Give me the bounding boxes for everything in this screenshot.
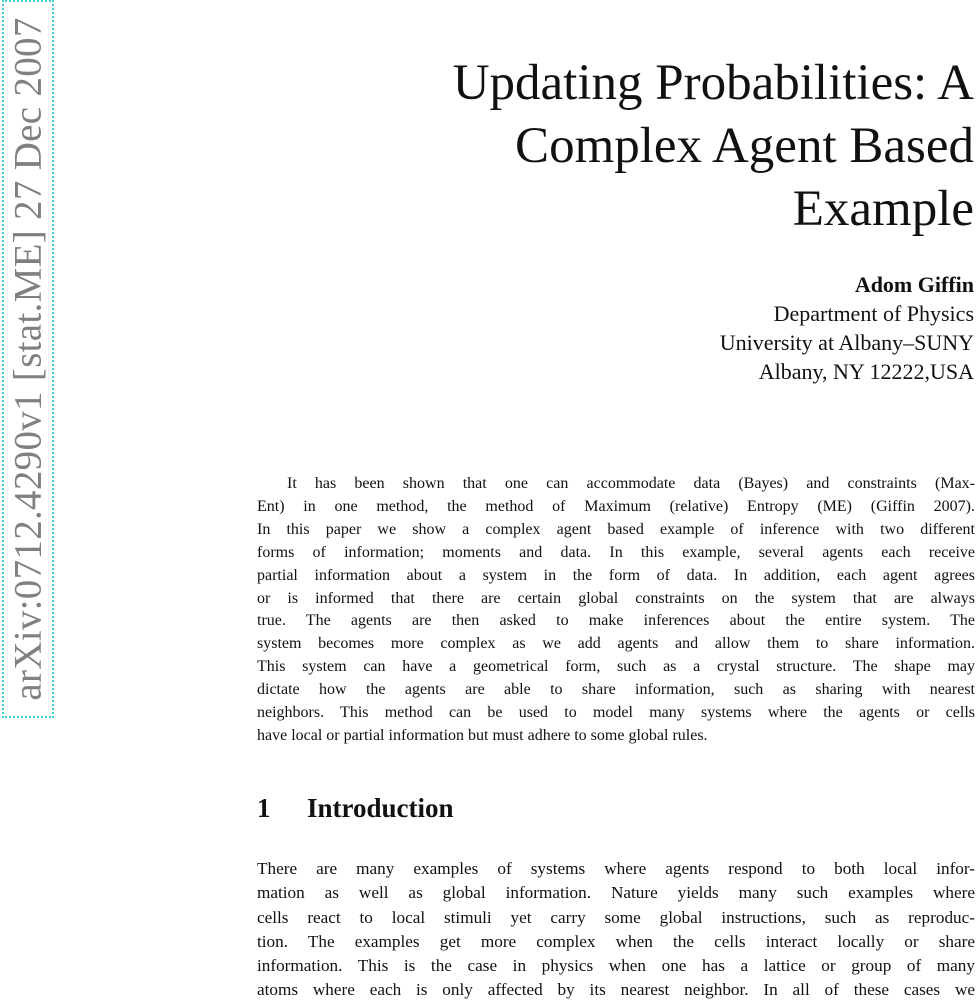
section-title: Introduction: [307, 793, 454, 823]
introduction-body: [257, 857, 975, 1003]
body-line: information. This is the case in physics when one has a lattice or group of many: [257, 956, 975, 976]
author-name: Adom Giffin: [854, 272, 974, 297]
affiliation-line: University at Albany–SUNY: [719, 330, 974, 355]
abstract-line: neighbors. This method can be used to model many systems where the agents or cells: [257, 704, 975, 722]
arxiv-sidebar-stamp: [2, 0, 54, 718]
abstract-line: It has been shown that one can accommodate data (Bayes) and constraints (Max-: [287, 475, 975, 492]
abstract-line: dictate how the agents are able to share information, such as sharing with nearest: [257, 681, 975, 699]
abstract-line: In this paper we show a complex agent based example of inference with two different: [257, 520, 975, 538]
abstract-line: forms of information; moments and data. In this example, several agents each receive: [257, 543, 975, 561]
arxiv-identifier: arXiv:0712.4290v1 [stat.ME] 27 Dec 2007: [6, 17, 50, 701]
abstract-line: system becomes more complex as we add agents and allow them to share information.: [257, 635, 975, 653]
affiliation-line: Albany, NY 12222,USA: [758, 359, 974, 384]
abstract-line: This system can have a geometrical form, such as a crystal structure. The shape may: [257, 658, 975, 676]
body-line: cells react to local stimuli yet carry some global instructions, such as reproduc-: [257, 907, 975, 927]
body-line: atoms where each is only affected by its nearest neighbor. In all of these cases we: [257, 980, 975, 1000]
abstract-line: Ent) in one method, the method of Maximum (relative) Entropy (ME) (Giffin 2007).: [257, 497, 975, 515]
section-number: 1: [257, 793, 271, 823]
affiliation-line: Department of Physics: [773, 301, 974, 326]
title-line: Example: [792, 181, 974, 237]
body-line: mation as well as global information. Nature yields many such examples where: [257, 883, 975, 903]
abstract-line: or is informed that there are certain global constraints on the system that are always: [257, 589, 975, 607]
title-line: Complex Agent Based: [515, 118, 974, 174]
title-line: Updating Probabilities: A: [452, 55, 974, 111]
author-block: [720, 270, 974, 386]
abstract-line: partial information about a system in the form of data. In addition, each agent agrees: [257, 566, 975, 584]
abstract-line: have local or partial information but must adhere to some global rules.: [257, 726, 708, 744]
paper-title: [274, 52, 974, 241]
body-line: There are many examples of systems where agents respond to both local infor-: [257, 859, 975, 878]
abstract-line: true. The agents are then asked to make inferences about the entire system. The: [257, 612, 975, 630]
abstract: [257, 473, 975, 748]
body-line: tion. The examples get more complex when the cells interact locally or share: [257, 931, 975, 951]
section-heading-introduction: [257, 793, 454, 824]
